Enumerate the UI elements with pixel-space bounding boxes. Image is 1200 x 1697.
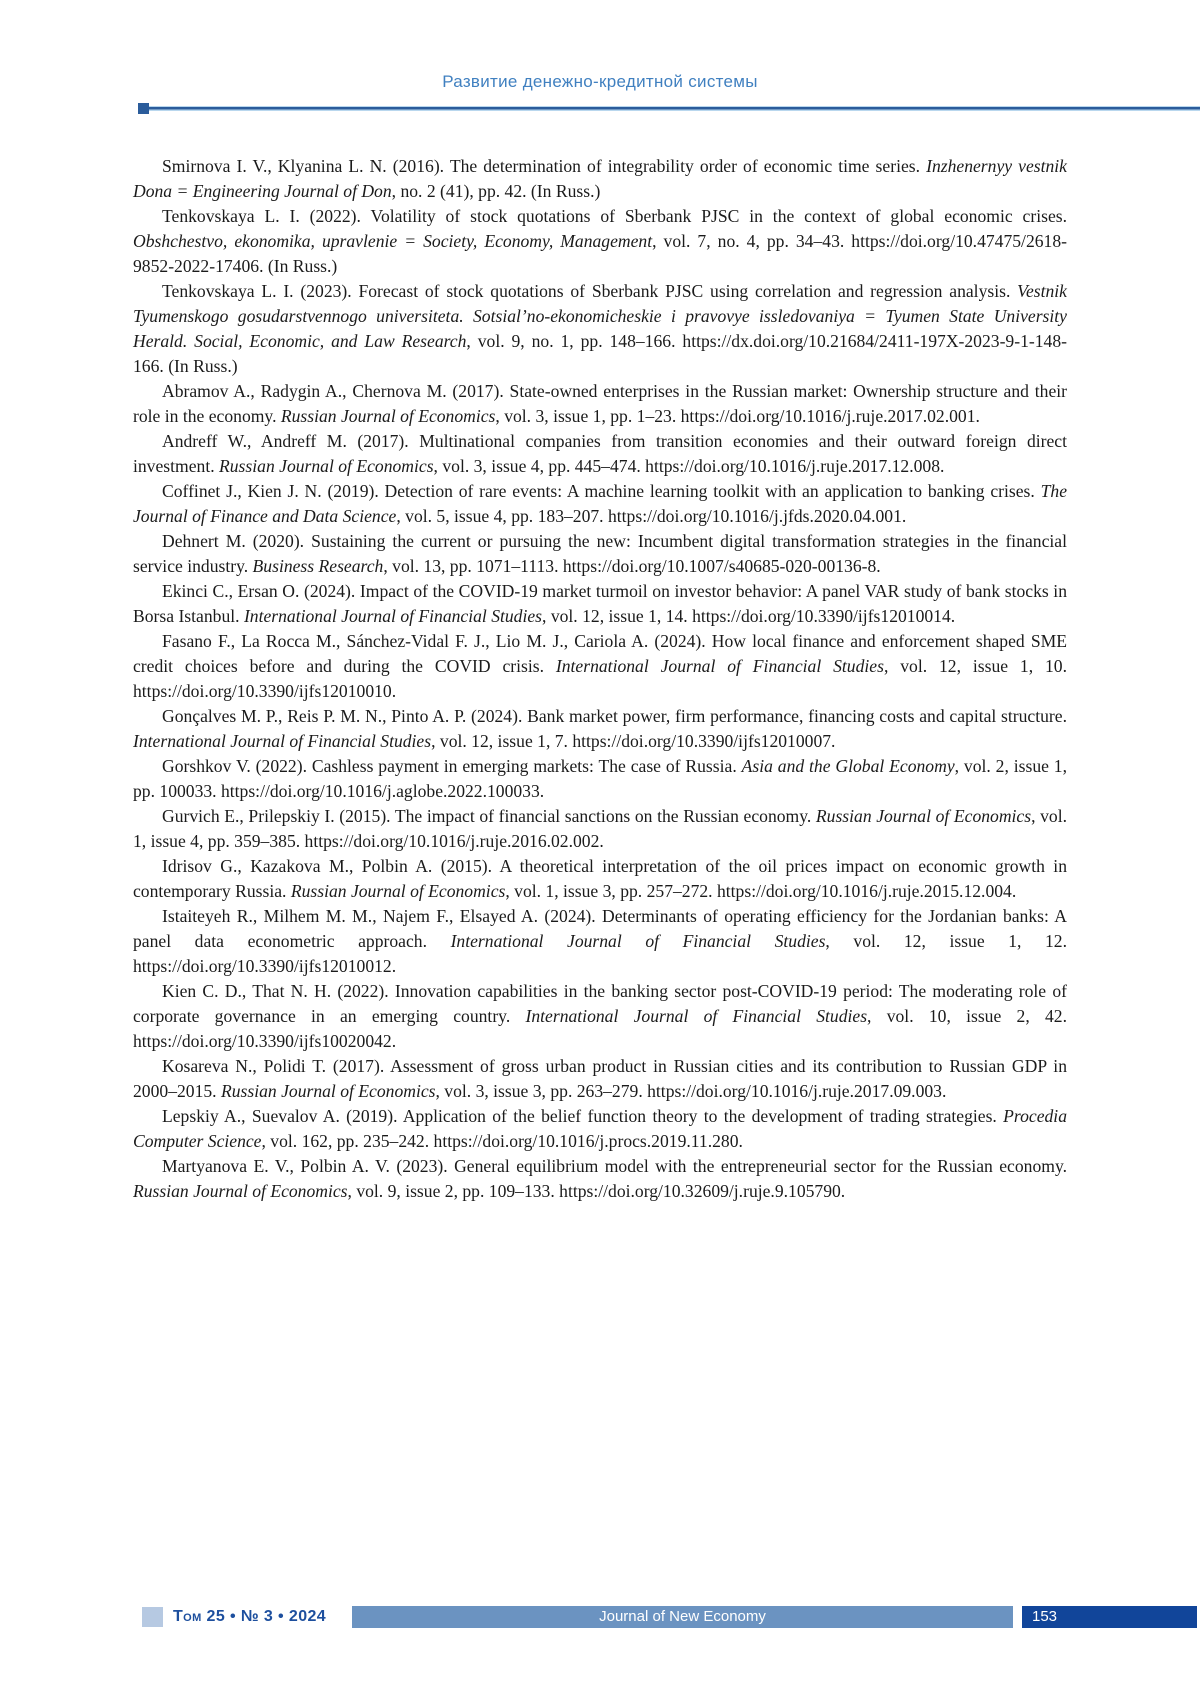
reference-text: , vol. 13, pp. 1071–1113. https://doi.org/10.1007/s40685-020-00136-8. [383,556,881,576]
reference-journal-title: Inzhenernyy vestnik Dona = Engineering Journal of Don [133,156,1067,201]
reference-journal-title: Procedia Computer Science [133,1106,1067,1151]
reference-text: , vol. 9, no. 1, pp. 148–166. https://dx.doi.org/10.21684/2411-197X-2023-9-1-148-166. (In Russ.) [133,331,1067,376]
reference-text: , vol. 12, issue 1, 10. https://doi.org/10.3390/ijfs12010010. [133,656,1068,701]
header-rule-square [138,103,149,114]
reference-text: Abramov A., Radygin A., Chernova M. (2017). State-owned enterprises in the Russian market: Ownership structure and their role in the economy. [133,381,1067,426]
reference-text: , vol. 12, issue 1, 7. https://doi.org/10.3390/ijfs12010007. [431,731,836,751]
reference-text: Dehnert M. (2020). Sustaining the current or pursuing the new: Incumbent digital transformation strategies in the financial service industry. [133,531,1067,576]
reference-journal-title: International Journal of Financial Studies [525,1006,868,1026]
reference-text: , no. 2 (41), pp. 42. (In Russ.) [391,181,601,201]
reference-text: , vol. 10, issue 2, 42. https://doi.org/10.3390/ijfs10020042. [133,1006,1068,1051]
reference-item [133,479,1067,529]
reference-text: , vol. 5, issue 4, pp. 183–207. https://doi.org/10.1016/j.jfds.2020.04.001. [396,506,907,526]
reference-text: , vol. 12, issue 1, 14. https://doi.org/10.3390/ijfs12010014. [542,606,956,626]
reference-text: , vol. 3, issue 1, pp. 1–23. https://doi.org/10.1016/j.ruje.2017.02.001. [495,406,980,426]
reference-text: Smirnova I. V., Klyanina L. N. (2016). The determination of integrability order of economic time series. [162,156,927,176]
reference-text: Ekinci C., Ersan O. (2024). Impact of the COVID-19 market turmoil on investor behavior: A panel VAR study of bank stocks in Borsa Istanbul. [133,581,1067,626]
reference-text: Gorshkov V. (2022). Cashless payment in emerging markets: The case of Russia. [162,756,742,776]
reference-text: , vol. 1, issue 3, pp. 257–272. https://doi.org/10.1016/j.ruje.2015.12.004. [505,881,1017,901]
reference-item [133,629,1067,704]
footer-accent-square [142,1607,163,1627]
running-head: Развитие денежно-кредитной системы [442,72,758,91]
reference-journal-title: International Journal of Financial Studies [450,931,826,951]
reference-journal-title: Asia and the Global Economy [741,756,955,776]
reference-journal-title: Business Research [252,556,384,576]
reference-journal-title: International Journal of Financial Studies [555,656,884,676]
header-rule [143,106,1200,111]
reference-item [133,979,1067,1054]
footer-volume-info: Том 25 • № 3 • 2024 [173,1608,327,1625]
reference-text: Gurvich E., Prilepskiy I. (2015). The impact of financial sanctions on the Russian economy. [162,806,816,826]
reference-text: Idrisov G., Kazakova M., Polbin A. (2015). A theoretical interpretation of the oil prices impact on economic growth in contemporary Russia. [133,856,1067,901]
reference-item [133,904,1067,979]
reference-journal-title: International Journal of Financial Studies [133,731,432,751]
reference-item [133,279,1067,379]
reference-text: , vol. 1, issue 4, pp. 359–385. https://doi.org/10.1016/j.ruje.2016.02.002. [133,806,1067,851]
reference-journal-title: International Journal of Financial Studies [243,606,543,626]
reference-item [133,429,1067,479]
reference-text: Istaiteyeh R., Milhem M. M., Najem F., Elsayed A. (2024). Determinants of operating efficiency for the Jordanian banks: A panel data econometric approach. [133,906,1067,951]
reference-text: Coffinet J., Kien J. N. (2019). Detection of rare events: A machine learning toolkit with an application to banking crises. [162,481,1041,501]
reference-item [133,379,1067,429]
reference-journal-title: Russian Journal of Economics [219,456,434,476]
reference-text: , vol. 2, issue 1, pp. 100033. https://doi.org/10.1016/j.aglobe.2022.100033. [133,756,1067,801]
reference-item [133,1154,1067,1204]
reference-journal-title: Vestnik Tyumenskogo gosudarstvennogo universiteta. Sotsial’no-ekonomicheskie i pravovye issledovaniya = Tyumen State University Herald. Social, Economic, and Law Research [133,281,1067,351]
reference-item [133,529,1067,579]
reference-text: , vol. 9, issue 2, pp. 109–133. https://doi.org/10.32609/j.ruje.9.105790. [347,1181,846,1201]
reference-text: Fasano F., La Rocca M., Sánchez-Vidal F. J., Lio M. J., Cariola A. (2024). How local finance and enforcement shaped SME credit choices before and during the COVID crisis. [133,631,1067,676]
footer-journal-name: Journal of New Economy [352,1606,1013,1628]
reference-item [133,1054,1067,1104]
reference-journal-title: The Journal of Finance and Data Science [133,481,1067,526]
references-list [133,154,1067,1204]
reference-journal-title: Russian Journal of Economics [133,1181,348,1201]
reference-journal-title: Russian Journal of Economics [220,1081,436,1101]
reference-item [133,1104,1067,1154]
reference-text: , vol. 12, issue 1, 12. https://doi.org/10.3390/ijfs12010012. [133,931,1067,976]
reference-text: , vol. 162, pp. 235–242. https://doi.org/10.1016/j.procs.2019.11.280. [261,1131,743,1151]
reference-text: , vol. 3, issue 3, pp. 263–279. https://doi.org/10.1016/j.ruje.2017.09.003. [435,1081,947,1101]
footer-page-number: 153 [1022,1606,1197,1628]
reference-journal-title: Russian Journal of Economics [815,806,1032,826]
reference-item [133,154,1067,204]
reference-item [133,579,1067,629]
reference-text: , vol. 3, issue 4, pp. 445–474. https://doi.org/10.1016/j.ruje.2017.12.008. [433,456,945,476]
reference-journal-title: Russian Journal of Economics [290,881,506,901]
reference-journal-title: Russian Journal of Economics [280,406,496,426]
reference-text: Andreff W., Andreff M. (2017). Multinational companies from transition economies and their outward foreign direct investment. [133,431,1067,476]
reference-text: Lepskiy A., Suevalov A. (2019). Application of the belief function theory to the development of trading strategies. [162,1106,1004,1126]
reference-journal-title: Obshchestvo, ekonomika, upravlenie = Society, Economy, Management [133,231,653,251]
reference-text: , vol. 7, no. 4, pp. 34–43. https://doi.org/10.47475/2618-9852-2022-17406. (In Russ.) [133,231,1067,276]
reference-text: Tenkovskaya L. I. (2022). Volatility of stock quotations of Sberbank PJSC in the context of global economic crises. [162,206,1067,226]
reference-text: Kien C. D., That N. H. (2022). Innovation capabilities in the banking sector post-COVID-19 period: The moderating role of corporate governance in an emerging country. [133,981,1067,1026]
reference-item [133,754,1067,804]
reference-item [133,854,1067,904]
reference-text: Martyanova E. V., Polbin A. V. (2023). General equilibrium model with the entrepreneurial sector for the Russian economy. [162,1156,1067,1176]
reference-text: Gonçalves M. P., Reis P. M. N., Pinto A. P. (2024). Bank market power, firm performance, financing costs and capital structure. [162,706,1067,726]
reference-text: Tenkovskaya L. I. (2023). Forecast of stock quotations of Sberbank PJSC using correlation and regression analysis. [162,281,1018,301]
reference-item [133,704,1067,754]
reference-item [133,804,1067,854]
reference-text: Kosareva N., Polidi T. (2017). Assessment of gross urban product in Russian cities and its contribution to Russian GDP in 2000–2015. [133,1056,1067,1101]
reference-item [133,204,1067,279]
